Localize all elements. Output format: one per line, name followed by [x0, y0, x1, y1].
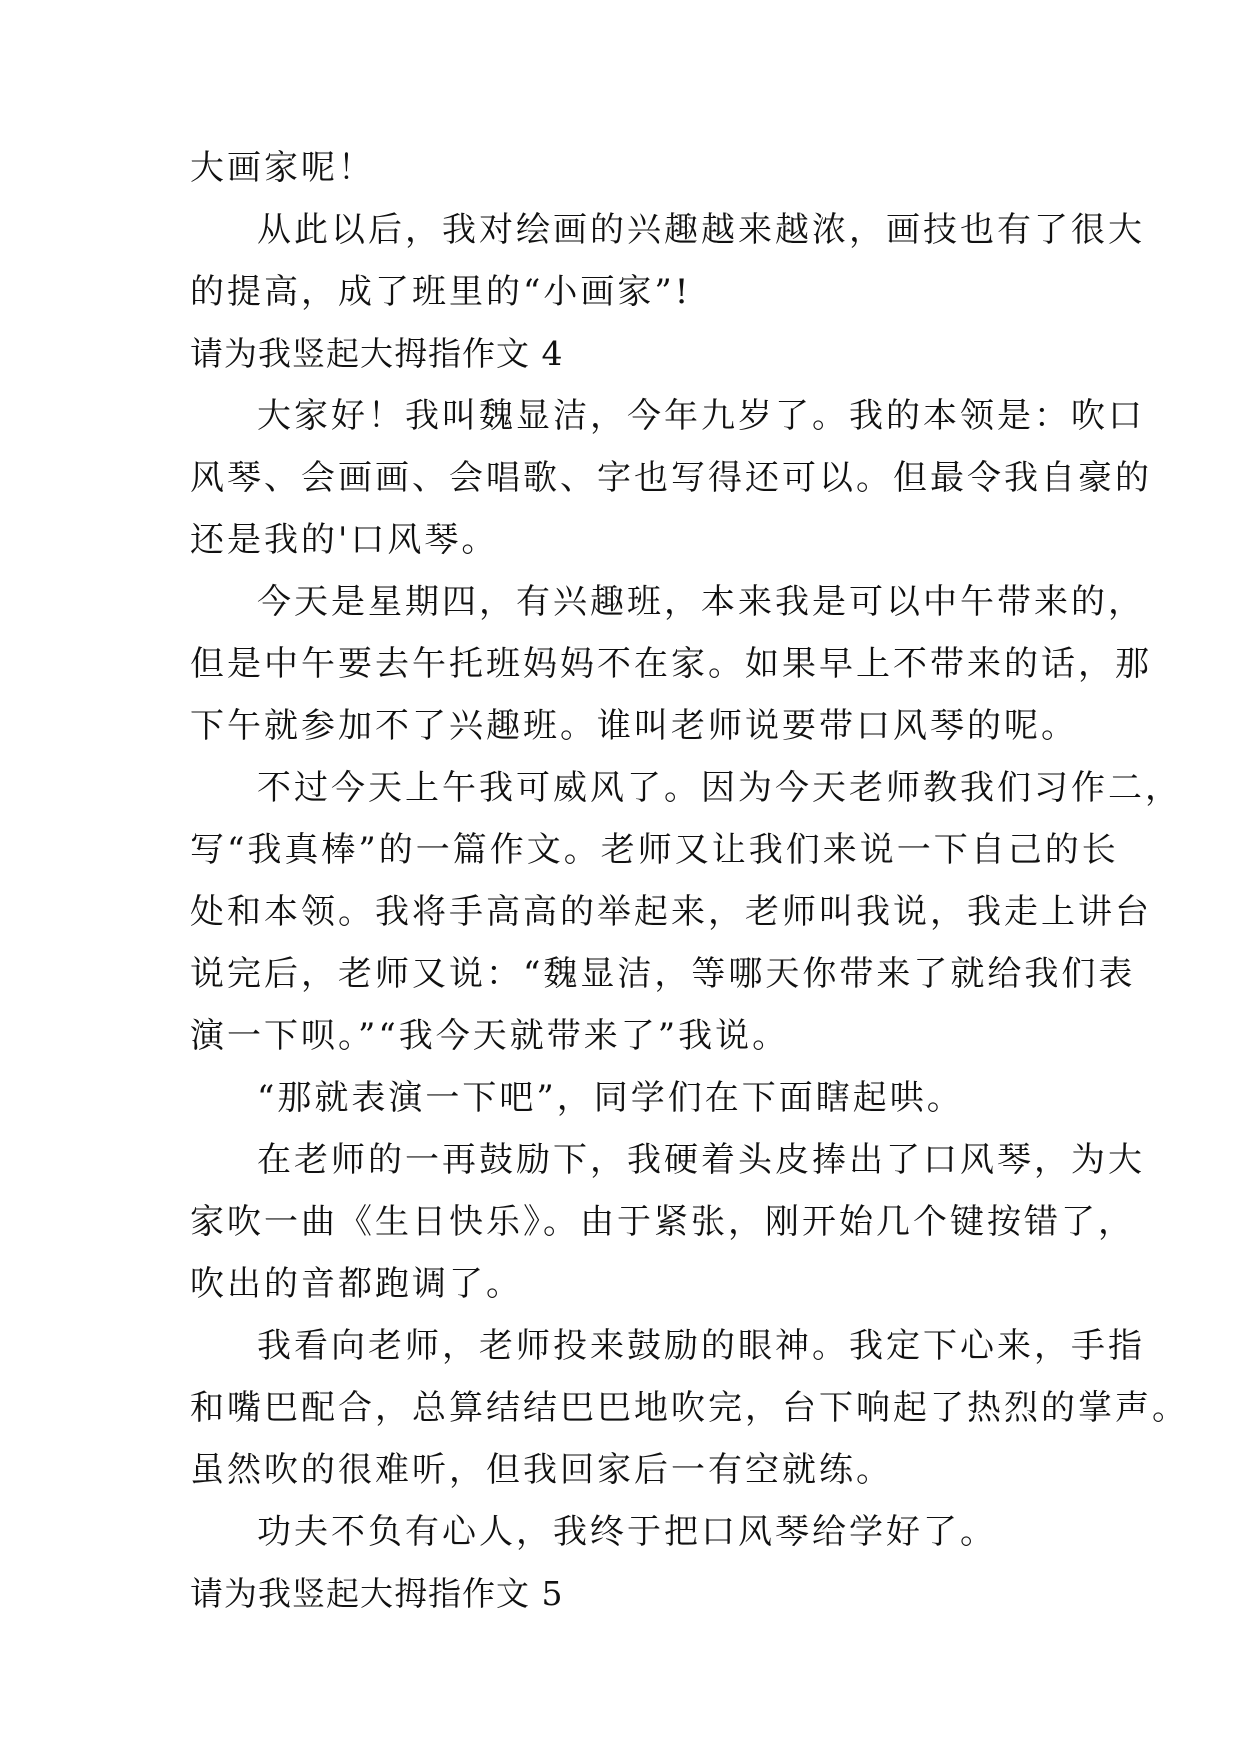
text-line: 的提高，成了班里的“小画家”! [190, 272, 692, 312]
text-line: 演一下呗。”“我今天就带来了”我说。 [190, 1016, 790, 1056]
text-line: 吹出的音都跑调了。 [190, 1264, 523, 1304]
paragraph-start: “那就表演一下吧”，同学们在下面瞎起哄。 [257, 1078, 964, 1118]
paragraph-start: 从此以后，我对绘画的兴趣越来越浓，画技也有了很大 [257, 210, 1145, 250]
text-line: 虽然吹的很难听，但我回家后一有空就练。 [190, 1450, 893, 1490]
text-line: 但是中午要去午托班妈妈不在家。如果早上不带来的话，那 [190, 644, 1152, 684]
paragraph-start: 不过今天上午我可威风了。因为今天老师教我们习作二， [257, 768, 1182, 808]
text-line: 和嘴巴配合，总算结结巴巴地吹完，台下响起了热烈的掌声。 [190, 1388, 1189, 1428]
paragraph-start: 大家好！我叫魏显洁，今年九岁了。我的本领是：吹口 [257, 396, 1145, 436]
text-line: 处和本领。我将手高高的举起来，老师叫我说，我走上讲台 [190, 892, 1152, 932]
text-line: 风琴、会画画、会唱歌、字也写得还可以。但最令我自豪的 [190, 458, 1152, 498]
text-line: 还是我的'口风琴。 [190, 520, 499, 560]
text-line: 大画家呢！ [190, 148, 375, 188]
paragraph-start: 功夫不负有心人，我终于把口风琴给学好了。 [257, 1512, 997, 1552]
text-line: 家吹一曲《生日快乐》。由于紧张，刚开始几个键按错了， [190, 1202, 1135, 1242]
paragraph-start: 我看向老师，老师投来鼓励的眼神。我定下心来，手指 [257, 1326, 1145, 1366]
text-line: 下午就参加不了兴趣班。谁叫老师说要带口风琴的呢。 [190, 706, 1078, 746]
text-line: 说完后，老师又说：“魏显洁，等哪天你带来了就给我们表 [190, 954, 1136, 994]
paragraph-start: 在老师的一再鼓励下，我硬着头皮捧出了口风琴，为大 [257, 1140, 1145, 1180]
section-heading-5: 请为我竖起大拇指作文 5 [190, 1574, 564, 1613]
text-line: 写“我真棒”的一篇作文。老师又让我们来说一下自己的长 [190, 830, 1119, 870]
section-heading-4: 请为我竖起大拇指作文 4 [190, 334, 564, 373]
paragraph-start: 今天是星期四，有兴趣班，本来我是可以中午带来的， [257, 582, 1145, 622]
